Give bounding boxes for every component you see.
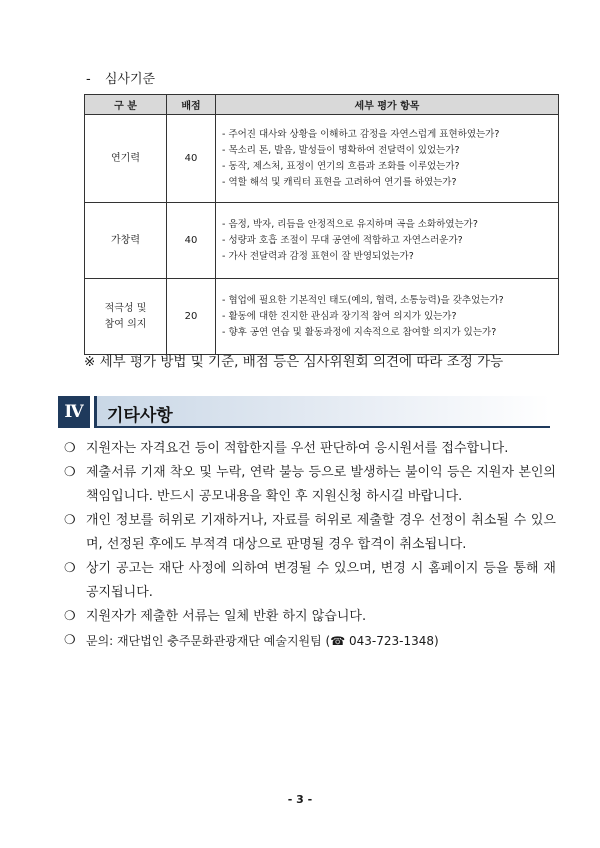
table-header-row <box>85 95 559 115</box>
list-item <box>64 557 556 605</box>
subheading-text: 심사기준 <box>104 72 156 87</box>
circle-bullet-icon: ❍ <box>64 609 76 624</box>
detail-item: - 목소리 톤, 발음, 발성들이 명확하여 전달력이 있었는가? <box>222 144 460 156</box>
row-details <box>216 279 559 355</box>
detail-item: - 활동에 대한 진지한 관심과 장기적 참여 의지가 있는가? <box>222 310 457 322</box>
detail-item: - 성량과 호흡 조절이 무대 공연에 적합하고 자연스러운가? <box>222 234 463 246</box>
detail-item: - 동작, 제스처, 표정이 연기의 흐름과 조화를 이루었는가? <box>222 160 460 172</box>
detail-item: - 음정, 박자, 리듬을 안정적으로 유지하며 곡을 소화하였는가? <box>222 218 478 230</box>
list-item <box>64 509 556 557</box>
detail-item: - 역할 해석 및 캐릭터 표현을 고려하여 연기를 하였는가? <box>222 176 457 188</box>
table-row <box>85 115 559 203</box>
row-category: 적극성 및 참여 의지 <box>85 279 167 355</box>
section-number: Ⅳ <box>58 396 90 428</box>
evaluation-table <box>84 94 559 355</box>
list-item-text: 개인 정보를 허위로 기재하거나, 자료를 허위로 제출할 경우 선정이 취소될 수 있으며, 선정된 후에도 부적격 대상으로 판명될 경우 합격이 취소됩니다. <box>86 513 556 552</box>
list-item <box>64 461 556 509</box>
row-points: 20 <box>167 279 216 355</box>
table-row <box>85 279 559 355</box>
list-item-text: 지원자는 자격요건 등이 적합한지를 우선 판단하여 응시원서를 접수합니다. <box>86 441 509 456</box>
circle-bullet-icon: ❍ <box>64 441 76 456</box>
list-item-text: 상기 공고는 재단 사정에 의하여 변경될 수 있으며, 변경 시 홈페이지 등을 통해 재공지됩니다. <box>86 561 556 600</box>
circle-bullet-icon: ❍ <box>64 465 76 480</box>
contact-text: 문의: 재단법인 충주문화관광재단 예술지원팀 (☎ 043-723-1348) <box>86 634 439 648</box>
detail-item: - 주어진 대사와 상황을 이해하고 감정을 자연스럽게 표현하였는가? <box>222 128 500 140</box>
list-item-text: 제출서류 기재 착오 및 누락, 연락 불능 등으로 발생하는 불이익 등은 지원자 본인의 책임입니다. 반드시 공모내용을 확인 후 지원신청 하시길 바랍니다. <box>86 465 556 504</box>
detail-item: - 가사 전달력과 감정 표현이 잘 반영되었는가? <box>222 250 414 262</box>
section-title-box <box>94 396 550 428</box>
header-category: 구 분 <box>85 95 167 115</box>
circle-bullet-icon: ❍ <box>64 513 76 528</box>
list-item <box>64 629 556 653</box>
section-header <box>58 396 550 428</box>
row-details <box>216 203 559 279</box>
list-item <box>64 605 556 629</box>
adjustment-note: ※ 세부 평가 방법 및 기준, 배점 등은 심사위원회 의견에 따라 조정 가능 <box>84 354 504 370</box>
list-item-text: 지원자가 제출한 서류는 일체 반환 하지 않습니다. <box>86 609 367 624</box>
row-points: 40 <box>167 203 216 279</box>
detail-item: - 향후 공연 연습 및 활동과정에 지속적으로 참여할 의지가 있는가? <box>222 326 497 338</box>
subheading-dash: - <box>86 72 91 87</box>
other-items-list <box>64 437 556 653</box>
table-row <box>85 203 559 279</box>
header-details: 세부 평가 항목 <box>216 95 559 115</box>
row-category: 가창력 <box>85 203 167 279</box>
row-details <box>216 115 559 203</box>
row-category: 연기력 <box>85 115 167 203</box>
circle-bullet-icon: ❍ <box>64 561 76 576</box>
row-points: 40 <box>167 115 216 203</box>
subheading <box>86 68 155 87</box>
circle-bullet-icon: ❍ <box>64 633 76 648</box>
detail-item: - 협업에 필요한 기본적인 태도(예의, 협력, 소통능력)을 갖추었는가? <box>222 294 504 306</box>
header-points: 배점 <box>167 95 216 115</box>
list-item <box>64 437 556 461</box>
section-title: 기타사항 <box>107 406 173 426</box>
page-number: - 3 - <box>287 793 313 806</box>
